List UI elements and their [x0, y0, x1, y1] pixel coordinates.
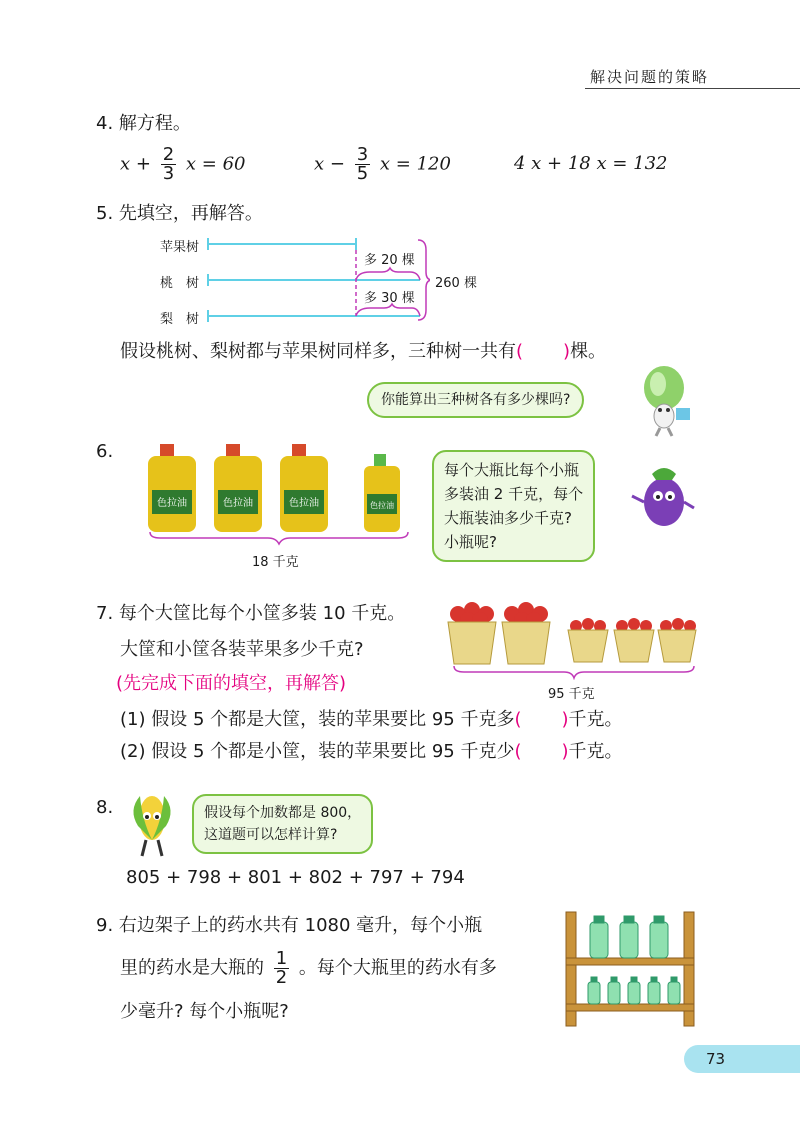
q7-total-label: 95 千克 [548, 687, 595, 702]
q4-equation-1: x + $\frac{2}{3}$ x = 60 [120, 144, 246, 184]
q8-hint-bubble: 假设每个加数都是 800， 这道题可以怎样计算? [192, 794, 373, 854]
q6-label: 6. [96, 441, 114, 462]
q5-label: 5. 先填空，再解答。 [96, 203, 263, 224]
q8-label: 8. [96, 797, 114, 818]
bottle-label-1: 色拉油 [157, 498, 187, 509]
cabbage-mascot-icon [632, 362, 698, 438]
bottle-label-3: 色拉油 [289, 498, 319, 509]
q9-line-2: 里的药水是大瓶的 $\frac{1}{2}$ 。每个大瓶里的药水有多 [120, 948, 497, 988]
q9-line-1: 9. 右边架子上的药水共有 1080 毫升，每个小瓶 [96, 915, 483, 936]
q7-line-1: 7. 每个大筐比每个小筐多装 10 千克。 [96, 603, 406, 624]
q6-total-label: 18 千克 [252, 555, 299, 570]
eggplant-mascot-icon [628, 456, 698, 532]
bottle-label-4: 色拉油 [370, 501, 394, 510]
q7-hint: (先完成下面的填空，再解答) [116, 673, 347, 694]
q8-expression: 805 + 798 + 801 + 802 + 797 + 794 [126, 867, 465, 888]
q4-equation-2: x − $\frac{3}{5}$ x = 120 [314, 144, 451, 184]
q4-label: 4. 解方程。 [96, 113, 191, 134]
q4-equation-3: 4 x + 18 x = 132 [514, 153, 668, 174]
diagram-more-peach: 多 20 棵 [364, 253, 415, 268]
q6-total-brace [148, 530, 410, 546]
q7-total-brace [452, 664, 696, 680]
q5-question: 假设桃树、梨树都与苹果树同样多，三种树一共有( )棵。 [120, 341, 607, 362]
diagram-label-peach: 桃 树 [160, 276, 200, 291]
q7-sub-question-1: (1) 假设 5 个都是大筐，装的苹果要比 95 千克多( )千克。 [120, 709, 623, 730]
apple-baskets-illustration [444, 598, 698, 668]
page-header-title: 解决问题的策略 [590, 68, 710, 86]
tree-line-diagram [200, 232, 430, 332]
diagram-label-apple: 苹果树 [160, 240, 200, 255]
diagram-label-pear: 梨 树 [160, 312, 200, 327]
q9-line-3: 少毫升? 每个小瓶呢? [120, 1001, 289, 1022]
corn-mascot-icon [122, 790, 180, 860]
q7-sub-question-2: (2) 假设 5 个都是小筐，装的苹果要比 95 千克少( )千克。 [120, 741, 623, 762]
page-number: 73 [706, 1050, 726, 1068]
medicine-shelf-illustration [560, 908, 700, 1028]
bottle-label-2: 色拉油 [223, 498, 253, 509]
diagram-more-pear: 多 30 棵 [364, 291, 415, 306]
q6-hint-bubble: 每个大瓶比每个小瓶 多装油 2 千克，每个 大瓶装油多少千克? 小瓶呢? [432, 450, 595, 562]
diagram-total: 260 棵 [435, 276, 477, 291]
q7-line-2: 大筐和小筐各装苹果多少千克? [120, 639, 364, 660]
header-rule [585, 88, 800, 89]
q5-hint-bubble: 你能算出三种树各有多少棵吗? [367, 382, 584, 418]
oil-bottles-illustration [142, 440, 412, 536]
page-number-badge [684, 1045, 800, 1073]
